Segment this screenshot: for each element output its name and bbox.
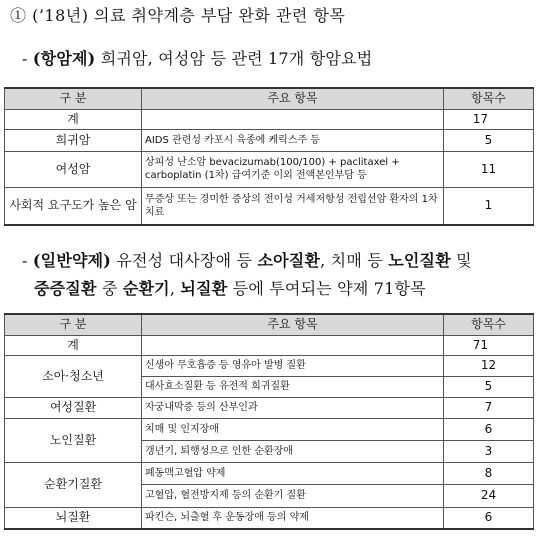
total-desc: [142, 109, 444, 129]
general-drugs-table: [4, 313, 534, 530]
item-cell: 고혈압, 혈전방지제 등의 순환기 질환: [142, 484, 444, 507]
table-row: [5, 418, 534, 440]
anticancer-table: [4, 87, 534, 226]
count-cell: 5: [444, 129, 534, 151]
table-row: [5, 151, 534, 187]
category-cell: 희귀암: [5, 129, 142, 151]
item-cell: 파킨슨, 뇌출혈 후 운동장애 등의 약제: [142, 507, 444, 529]
count-cell: 5: [444, 376, 534, 397]
total-count: 17: [444, 109, 534, 129]
item-cell: 신생아 무호흡증 등 영유아 발병 질환: [142, 355, 444, 376]
category-cell: 노인질환: [5, 418, 142, 462]
column-header: 주요 항목: [142, 88, 444, 109]
column-header: 구 분: [5, 314, 142, 335]
item-cell: 폐동맥고혈압 약제: [142, 462, 444, 484]
count-cell: 3: [444, 440, 534, 462]
category-cell: 순환기질환: [5, 462, 142, 507]
total-count: 71: [444, 335, 534, 355]
count-cell: 6: [444, 507, 534, 529]
table-row: [5, 397, 534, 418]
category-cell: 여성암: [5, 151, 142, 187]
count-cell: 12: [444, 355, 534, 376]
item-cell: 대사효소질환 등 유전적 희귀질환: [142, 376, 444, 397]
count-cell: 24: [444, 484, 534, 507]
table-row: [5, 507, 534, 529]
section2-title-line1: - (일반약제) 유전성 대사장애 등 소아질환, 치매 등 노인질환 및: [22, 251, 472, 270]
total-label: 계: [5, 109, 142, 129]
item-cell: 자궁내막증 등의 산부인과: [142, 397, 444, 418]
table-row: [5, 355, 534, 376]
item-cell: 갱년기, 퇴행성으로 인한 순환장애: [142, 440, 444, 462]
table-row: [5, 187, 534, 225]
category-cell: 소아·청소년: [5, 355, 142, 397]
column-header: 항목수: [444, 88, 534, 109]
count-cell: 1: [444, 187, 534, 225]
table-row: [5, 129, 534, 151]
count-cell: 8: [444, 462, 534, 484]
item-cell: 치매 및 인지장애: [142, 418, 444, 440]
total-label: 계: [5, 335, 142, 355]
category-cell: 사회적 요구도가 높은 암: [5, 187, 142, 225]
total-desc: [142, 335, 444, 355]
category-cell: 뇌질환: [5, 507, 142, 529]
column-header: 구 분: [5, 88, 142, 109]
item-cell: 무증상 또는 경미한 증상의 전이성 거세저항성 전립선암 환자의 1차 치료: [142, 187, 444, 225]
item-cell: 상피성 난소암 bevacizumab(100/100) + paclitaxel + carboplatin (1차) 급여기준 이외 전액본인부담 등: [142, 151, 444, 187]
column-header: 항목수: [444, 314, 534, 335]
item-cell: AIDS 관련성 카포시 육종에 케릭스주 등: [142, 129, 444, 151]
section2-title-line2: 중증질환 중 순환기, 뇌질환 등에 투여되는 약제 71항목: [34, 279, 426, 298]
section-heading: ① (’18년) 의료 취약계층 부담 완화 관련 항목: [10, 6, 346, 25]
category-cell: 여성질환: [5, 397, 142, 418]
column-header: 주요 항목: [142, 314, 444, 335]
count-cell: 7: [444, 397, 534, 418]
count-cell: 11: [444, 151, 534, 187]
count-cell: 6: [444, 418, 534, 440]
section1-title: - (항암제) 희귀암, 여성암 등 관련 17개 항암요법: [22, 49, 373, 68]
table-row: [5, 462, 534, 484]
